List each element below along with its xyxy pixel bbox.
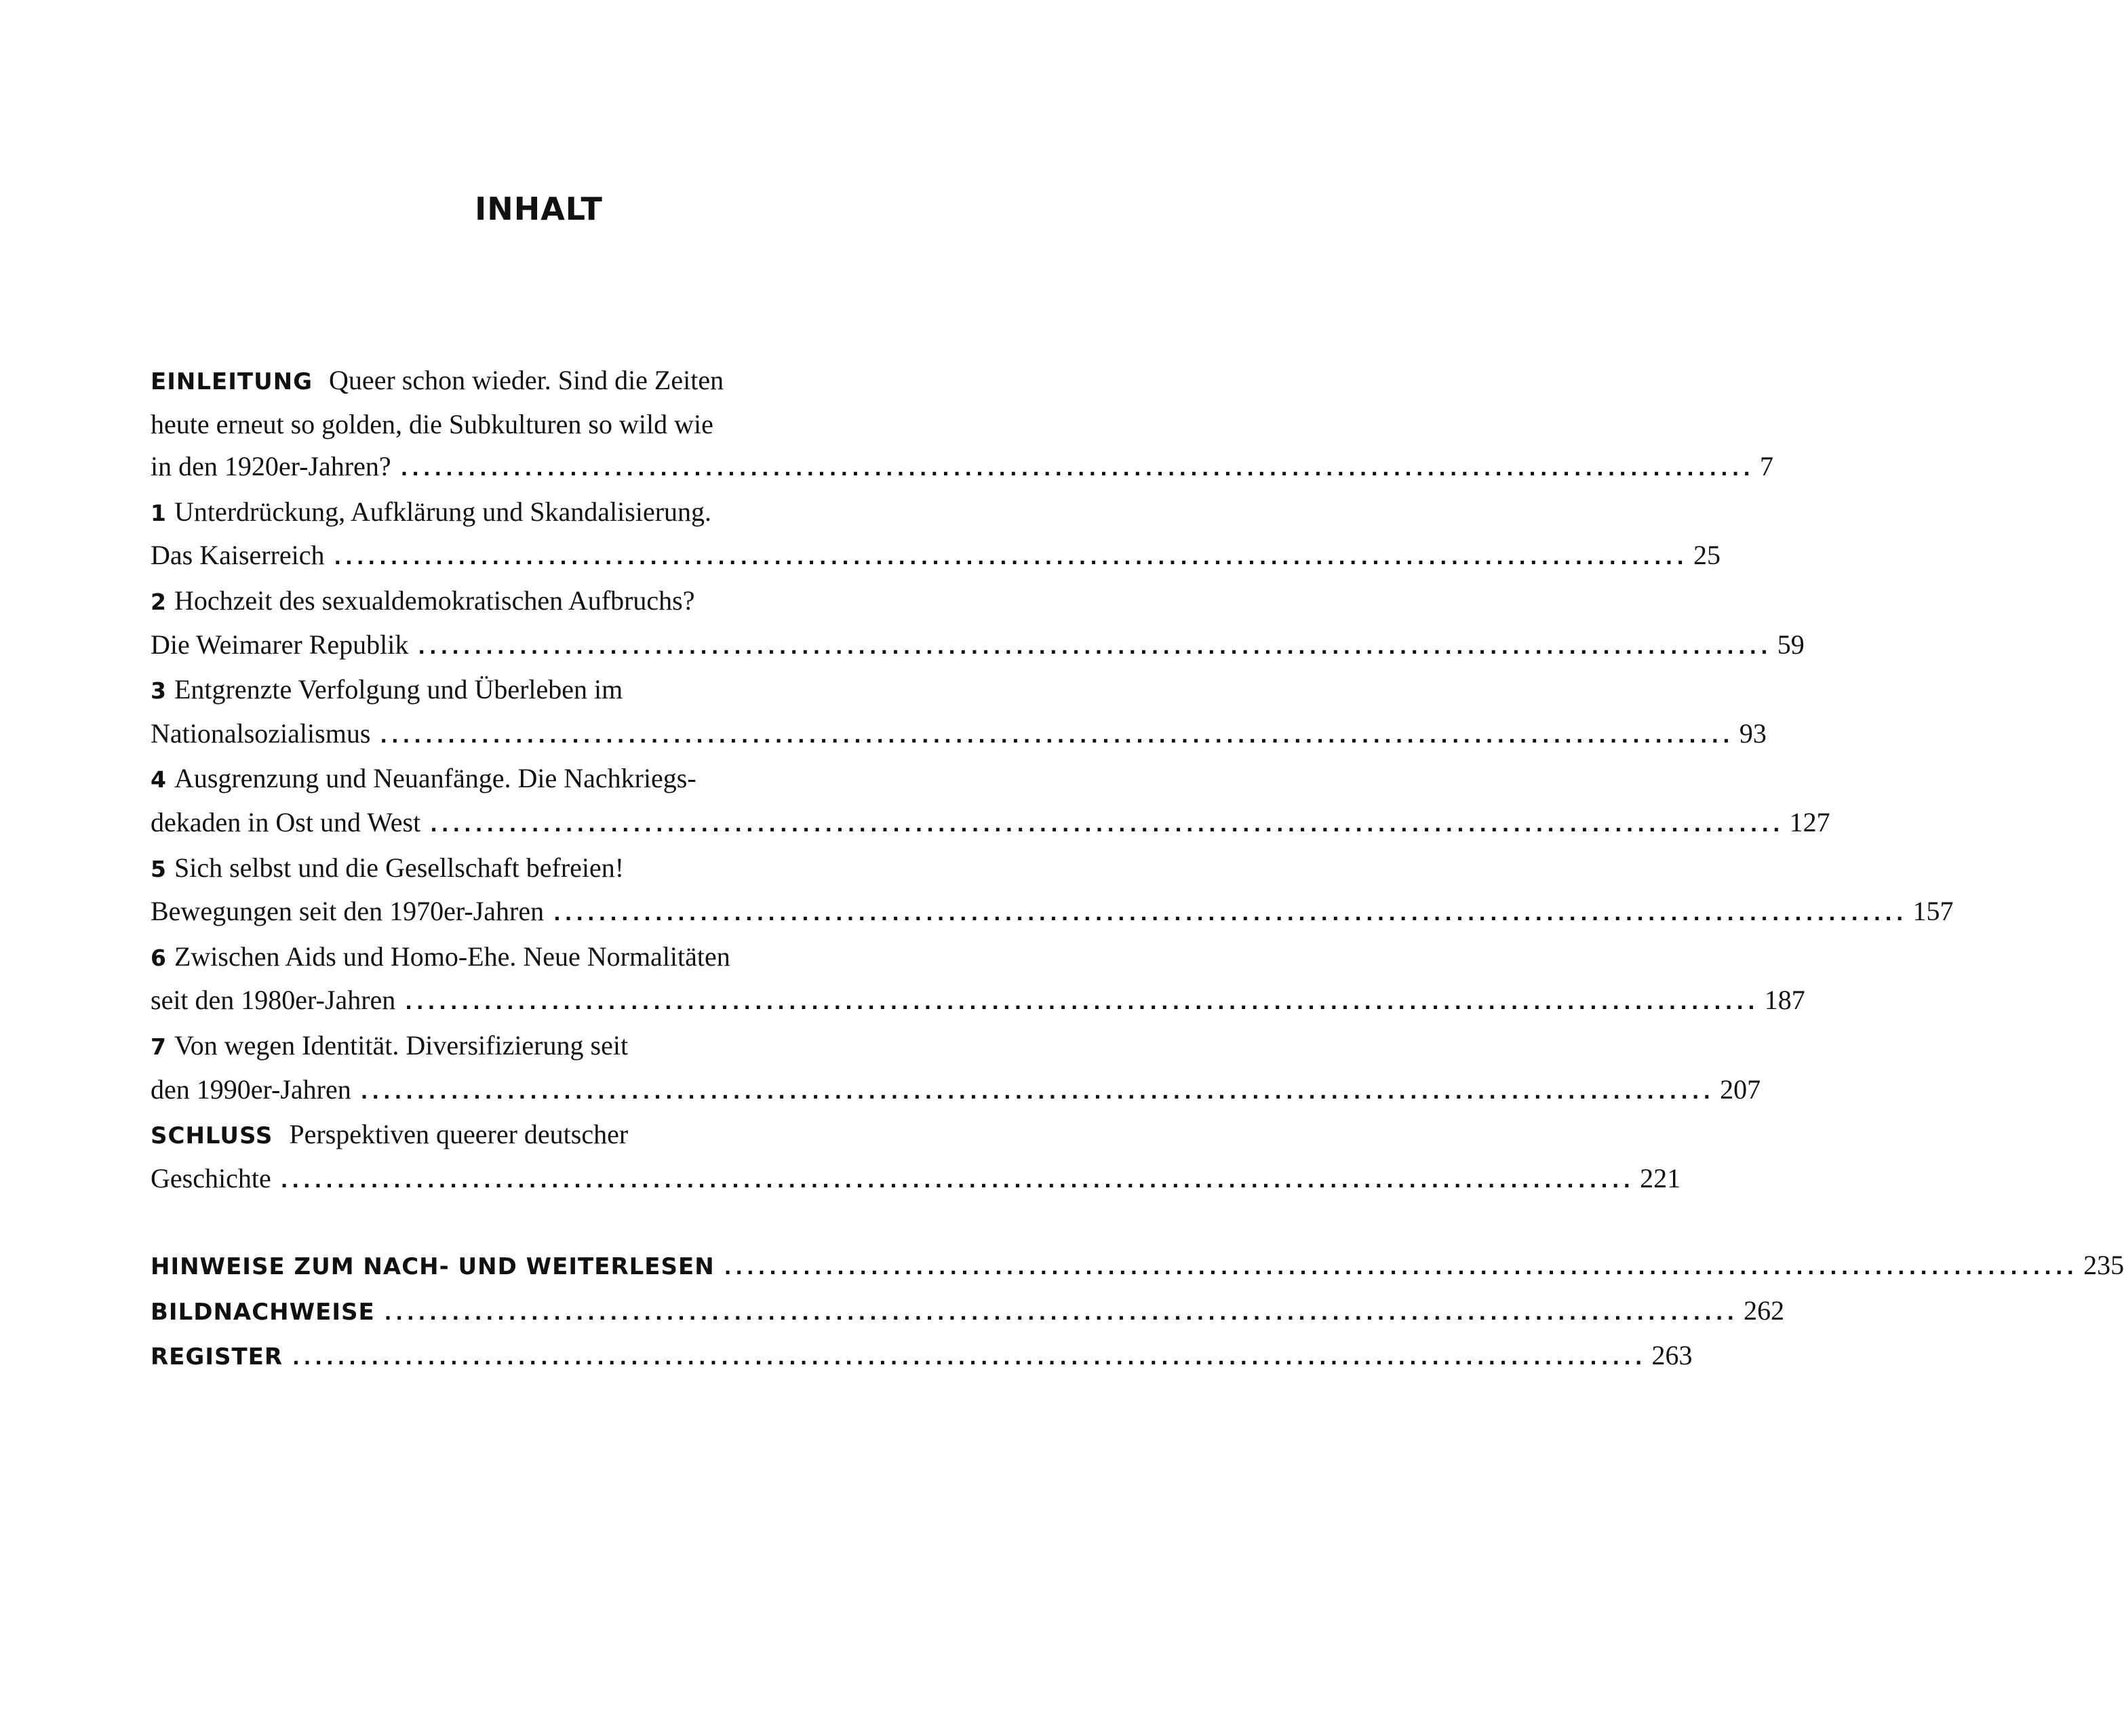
dot-leader: ........................................................................................................................ [400, 458, 1755, 481]
toc-text: Von wegen Identität. Diversifizierung seit [174, 1029, 629, 1061]
chapter-number: 2 [151, 588, 166, 615]
toc-text: den 1990er-Jahren [151, 1073, 351, 1105]
chapter-number: 3 [151, 677, 166, 705]
chapter-number: 4 [151, 766, 166, 793]
dot-leader: ........................................................................................................................ [405, 991, 1759, 1014]
dot-leader: ........................................................................................................................ [418, 635, 1772, 658]
toc-text: Hochzeit des sexualdemokratischen Aufbruchs? [174, 585, 695, 616]
chapter-number: 7 [151, 1033, 166, 1060]
dot-leader: ........................................................................................................................ [280, 1169, 1635, 1192]
toc-text: dekaden in Ost und West [151, 806, 421, 837]
toc-text: heute erneut so golden, die Subkulturen so wild wie [151, 408, 713, 439]
page-title: INHALT [475, 191, 603, 227]
toc-entry-hinweise[interactable] [151, 1244, 2124, 1290]
toc-label: EINLEITUNG [151, 368, 313, 395]
toc-text: Nationalsozialismus [151, 717, 371, 749]
toc-line [151, 624, 1805, 669]
page-number: 187 [1764, 985, 1805, 1016]
toc-line [151, 403, 902, 446]
toc-text: Geschichte [151, 1162, 271, 1194]
dot-leader: ........................................................................................................................ [292, 1347, 1647, 1370]
dot-leader: ........................................................................................................................ [430, 813, 1784, 836]
toc-line [151, 1158, 1681, 1203]
toc-text: Die Weimarer Republik [151, 629, 409, 660]
toc-line [151, 979, 1805, 1025]
toc-label: SCHLUSS [151, 1122, 273, 1150]
chapter-number: 6 [151, 944, 166, 971]
toc-text: in den 1920er-Jahren? [151, 451, 391, 482]
dot-leader: ........................................................................................................................ [553, 903, 1908, 926]
dot-leader: ........................................................................................................................ [724, 1257, 2079, 1280]
toc-line [151, 491, 902, 535]
toc-line [151, 359, 902, 403]
chapter-number: 1 [151, 499, 166, 526]
toc-text: Entgrenzte Verfolgung und Überleben im [174, 674, 623, 705]
toc-entry-register[interactable] [151, 1335, 1693, 1380]
toc-entry-chapter-1[interactable] [151, 491, 1720, 580]
page-number: 262 [1744, 1295, 1785, 1326]
toc-line [151, 1113, 902, 1158]
page-number: 7 [1760, 451, 1774, 482]
toc-line [151, 534, 1720, 580]
toc-entry-einleitung[interactable] [151, 359, 1774, 491]
toc-entry-chapter-5[interactable] [151, 847, 1954, 936]
toc-line [151, 1244, 2124, 1290]
toc-line [151, 580, 902, 624]
toc-text: Perspektiven queerer deutscher [289, 1119, 629, 1150]
back-matter [151, 1244, 2124, 1380]
toc-entry-chapter-6[interactable] [151, 936, 1805, 1025]
toc-line [151, 1069, 1761, 1114]
toc-text: Sich selbst und die Gesellschaft befreien! [174, 852, 625, 883]
toc-line [151, 1025, 902, 1069]
page-number: 25 [1693, 540, 1720, 571]
page-number: 235 [2083, 1250, 2124, 1281]
page-number: 127 [1789, 806, 1830, 837]
table-of-contents [151, 359, 2124, 1380]
page-number: 93 [1739, 717, 1767, 749]
dot-leader: ........................................................................................................................ [360, 1080, 1715, 1103]
toc-text: seit den 1980er-Jahren [151, 985, 396, 1016]
toc-text: Zwischen Aids und Homo-Ehe. Neue Normalitäten [174, 941, 730, 972]
toc-entry-chapter-4[interactable] [151, 757, 1830, 846]
toc-line [151, 936, 902, 980]
page-number: 59 [1777, 629, 1805, 660]
dot-leader: ........................................................................................................................ [334, 547, 1688, 570]
dot-leader: ........................................................................................................................ [380, 724, 1734, 747]
toc-text: Queer schon wieder. Sind die Zeiten [329, 365, 724, 395]
toc-entry-chapter-7[interactable] [151, 1025, 1761, 1113]
toc-entry-bildnachweise[interactable] [151, 1290, 1785, 1335]
chapter-number: 5 [151, 855, 166, 882]
toc-line [151, 669, 902, 713]
toc-line [151, 446, 1774, 491]
toc-entry-schluss[interactable] [151, 1113, 1681, 1202]
toc-line [151, 847, 902, 891]
page-number: 221 [1640, 1162, 1681, 1194]
page-number: 157 [1912, 896, 1954, 927]
toc-entry-chapter-2[interactable] [151, 580, 1805, 669]
toc-line [151, 1335, 1693, 1380]
toc-line [151, 757, 902, 802]
toc-label: HINWEISE ZUM NACH- UND WEITERLESEN [151, 1253, 715, 1281]
toc-line [151, 802, 1830, 847]
toc-text: Ausgrenzung und Neuanfänge. Die Nachkriegs- [174, 763, 696, 794]
toc-label: REGISTER [151, 1343, 283, 1371]
toc-entry-chapter-3[interactable] [151, 669, 1767, 757]
page-number: 263 [1651, 1340, 1693, 1371]
toc-label: BILDNACHWEISE [151, 1298, 375, 1326]
dot-leader: ........................................................................................................................ [384, 1301, 1739, 1324]
page-number: 207 [1720, 1073, 1761, 1105]
toc-text: Bewegungen seit den 1970er-Jahren [151, 896, 545, 927]
toc-text: Unterdrückung, Aufklärung und Skandalisierung. [174, 496, 712, 527]
toc-line [151, 713, 1767, 758]
toc-line [151, 1290, 1785, 1335]
toc-text: Das Kaiserreich [151, 540, 325, 571]
toc-line [151, 890, 1954, 936]
